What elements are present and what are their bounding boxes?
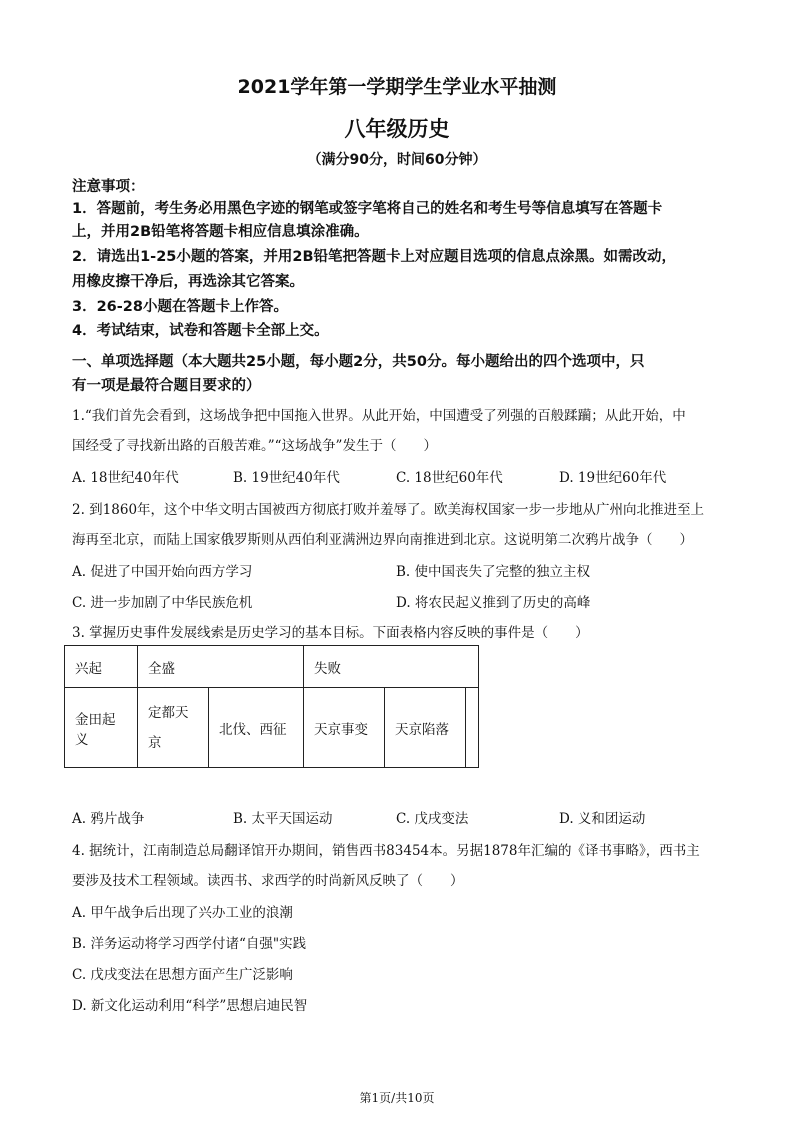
- q1-stem: 1.“我们首先会看到，这场战争把中国拖入世界。从此开始，中国遭受了列强的百般蹂躏；从此开始，中: [72, 408, 686, 424]
- q4-option-b: B. 洋务运动将学习西学付诸“自强"实践: [72, 936, 307, 952]
- notice-line: 2．请选出1-25小题的答案，并用2B铅笔把答题卡上对应题目选项的信息点涂黑。如需改动，: [72, 249, 677, 265]
- q2-option-c: C. 进一步加剧了中华民族危机: [72, 595, 253, 611]
- table-cell: 北伐、西征: [209, 688, 304, 768]
- q2-option-a: A. 促进了中国开始向西方学习: [72, 564, 253, 580]
- table-cell: 天京陷落: [385, 688, 466, 768]
- q3-option-a: A. 鸦片战争: [72, 811, 145, 827]
- table-head-cell: 全盛: [138, 646, 304, 688]
- q2-option-d: D. 将农民起义推到了历史的高峰: [396, 595, 591, 611]
- q3-table: [64, 645, 479, 768]
- table-cell: 金田起义: [65, 688, 138, 768]
- q3-stem: 3. 掌握历史事件发展线索是历史学习的基本目标。下面表格内容反映的事件是（ ）: [72, 625, 589, 641]
- notice-heading: 注意事项：: [72, 179, 145, 195]
- q4-option-a: A. 甲午战争后出现了兴办工业的浪潮: [72, 905, 293, 921]
- table-head-cell: 兴起: [65, 646, 138, 688]
- q4-stem: 要涉及技术工程领域。读西书、求西学的时尚新风反映了（ ）: [72, 873, 464, 889]
- table-cell-line: 定都天: [148, 704, 189, 721]
- table-cell: [138, 688, 209, 768]
- exam-title: 2021学年第一学期学生学业水平抽测: [237, 76, 557, 98]
- q4-stem: 4. 据统计，江南制造总局翻译馆开办期间，销售西书83454本。另据1878年汇编的《译书事略》，西书主: [72, 843, 700, 859]
- q3-option-d: D. 义和团运动: [559, 811, 646, 827]
- table-cell-line: 京: [148, 734, 162, 751]
- page-number: 第1页/共10页: [359, 1091, 435, 1105]
- score-time: （满分90分，时间60分钟）: [307, 152, 487, 168]
- q4-option-d: D. 新文化运动利用“科学”思想启迪民智: [72, 998, 308, 1014]
- section-heading: 一、单项选择题（本大题共25小题，每小题2分，共50分。每小题给出的四个选项中，只: [72, 354, 645, 370]
- table-cell-empty: [466, 688, 479, 768]
- q1-option-a: A. 18世纪40年代: [72, 470, 179, 486]
- q1-stem: 国经受了寻找新出路的百般苦难。”“这场战争”发生于（ ）: [72, 438, 437, 454]
- q3-option-b: B. 太平天国运动: [233, 811, 333, 827]
- notice-line: 1．答题前，考生务必用黑色字迹的钢笔或签字笔将自己的姓名和考生号等信息填写在答题卡: [72, 201, 663, 217]
- q1-option-d: D. 19世纪60年代: [559, 470, 667, 486]
- q3-option-c: C. 戊戌变法: [396, 811, 469, 827]
- notice-line: 4．考试结束，试卷和答题卡全部上交。: [72, 323, 329, 339]
- q2-stem: 海再至北京，而陆上国家俄罗斯则从西伯利亚满洲边界向南推进到北京。这说明第二次鸦片战争（ ）: [72, 532, 693, 548]
- table-head-cell: 失败: [304, 646, 479, 688]
- q2-stem: 2. 到1860年，这个中华文明古国被西方彻底打败并羞辱了。欧美海权国家一步一步地从广州向北推进至上: [72, 502, 705, 518]
- q1-option-b: B. 19世纪40年代: [233, 470, 340, 486]
- q1-option-c: C. 18世纪60年代: [396, 470, 503, 486]
- q4-option-c: C. 戊戌变法在思想方面产生广泛影响: [72, 967, 293, 983]
- exam-subject: 八年级历史: [344, 117, 450, 141]
- notice-line: 用橡皮擦干净后，再选涂其它答案。: [72, 274, 304, 290]
- q2-option-b: B. 使中国丧失了完整的独立主权: [396, 564, 591, 580]
- table-cell: 天京事变: [304, 688, 385, 768]
- notice-line: 上，并用2B铅笔将答题卡相应信息填涂准确。: [72, 224, 369, 240]
- notice-line: 3．26-28小题在答题卡上作答。: [72, 299, 288, 315]
- section-heading: 有一项是最符合题目要求的）: [72, 378, 261, 394]
